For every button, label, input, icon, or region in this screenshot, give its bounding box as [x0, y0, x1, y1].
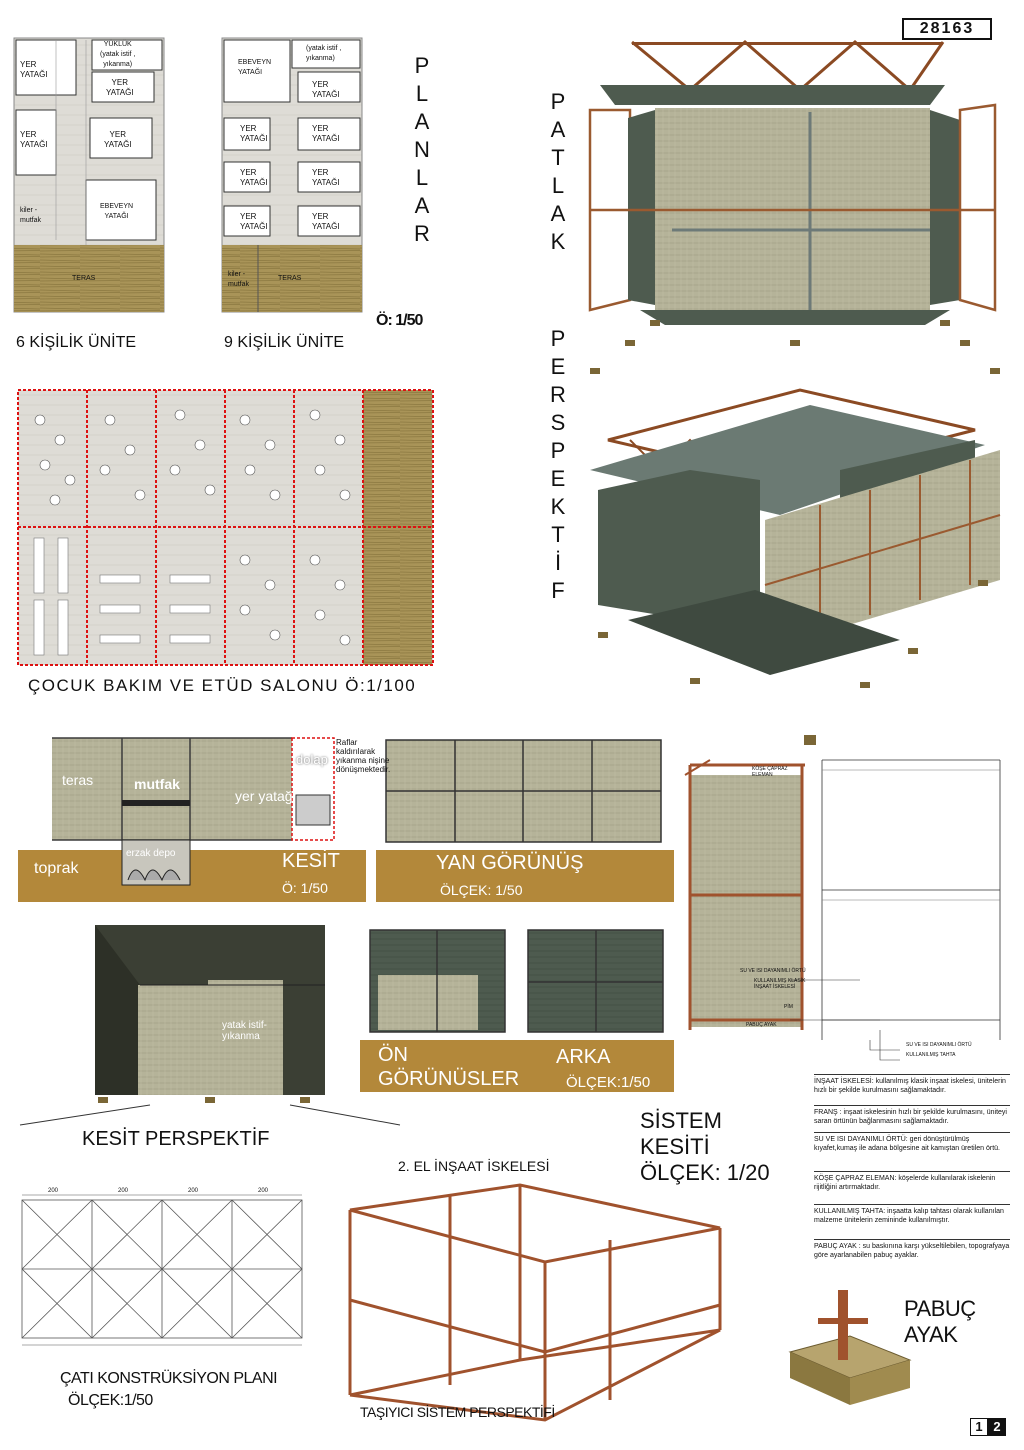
tag-tahta: KULLANILMIŞ KLASİK İNŞAAT İSKELESİ	[754, 978, 806, 990]
roof-dim: 200	[118, 1188, 129, 1194]
note-item: SU VE ISI DAYANIMLI ÖRTÜ: geri dönüştürülmüş kıyafet,kumaş ile adana bölgesine ait kamıştan üretilen örtü.	[814, 1132, 1010, 1171]
room-label: YER YATAĞI	[104, 130, 132, 149]
notes-list	[814, 1074, 1010, 1272]
tag-pabuc: PABUÇ AYAK	[746, 1022, 777, 1028]
tag-su2: SU VE ISI DAYANIMLI ÖRTÜ	[906, 1042, 972, 1048]
tag-su: SU VE ISI DAYANIMLI ÖRTÜ	[740, 968, 806, 974]
room-label: YER YATAĞI	[20, 130, 48, 149]
section-note: Raflar kaldırılarak yıkanma nişine dönüşmektedir.	[336, 738, 391, 774]
room-label: YER YATAĞI	[20, 60, 48, 79]
roof-plan-scale: ÖLÇEK:1/50	[68, 1392, 153, 1409]
note-item: FRANŞ : inşaat iskelesinin hızlı bir şekilde kurulmasını, üniteyi saran örtünün bağlanmasını sağlamaktadır.	[814, 1105, 1010, 1132]
plans-vertical-title: P L A N L A R	[414, 53, 430, 246]
note-item: KULLANILMIŞ TAHTA: inşaatta kalıp tahtası olarak kullanılan malzeme ünitelerin zemininde kullanılmıştır.	[814, 1204, 1010, 1239]
front-views-title-a: ÖN	[378, 1044, 408, 1066]
page-indicator	[970, 1418, 1006, 1436]
roof-construction-plan	[22, 1195, 302, 1345]
room-label: EBEVEYN YATAĞI	[238, 59, 272, 76]
section-label-mutfak: mutfak	[134, 776, 180, 792]
room-label: TERAS	[278, 275, 302, 282]
side-view-scale: ÖLÇEK: 1/50	[440, 882, 523, 898]
room-label: (yatak istif , yıkanma)	[306, 45, 342, 62]
tag-kose: KÖŞE ÇAPRAZ ELEMAN	[752, 766, 788, 778]
section-label-erzak: erzak depo	[126, 848, 176, 859]
room-label: kiler - mutfak	[20, 207, 42, 224]
room-label: kiler - mutfak	[228, 271, 250, 288]
scaffold-title: 2. EL İNŞAAT İSKELESİ	[398, 1158, 550, 1174]
room-label: YER YATAĞI	[312, 80, 340, 99]
foot-title: PABUÇ AYAK	[904, 1296, 976, 1347]
section-persp-title: KESİT PERSPEKTİF	[82, 1128, 270, 1150]
section-label-dolap: dolap	[296, 752, 328, 767]
exploded-perspective-bottom	[590, 390, 1000, 688]
room-label: YER YATAĞI	[106, 78, 134, 97]
childcare-hall-plan	[18, 390, 433, 665]
side-elevation	[376, 740, 674, 902]
side-view-title: YAN GÖRÜNÜŞ	[436, 852, 584, 874]
plans-scale: Ö: 1/50	[376, 312, 423, 329]
exploded-title-b: P E R S P E K T İ F	[550, 326, 566, 603]
roof-dim: 200	[258, 1188, 269, 1194]
room-label: YER YATAĞI	[240, 212, 268, 231]
room-label: YER YATAĞI	[312, 168, 340, 187]
roof-plan-title: ÇATI KONSTRÜKSİYON PLANI	[60, 1370, 278, 1387]
section-perspective	[20, 925, 400, 1125]
tag-pim: PİM	[784, 1004, 793, 1010]
sheet-number: 28163	[902, 18, 992, 40]
system-section-title: SİSTEM KESİTİ ÖLÇEK: 1/20	[640, 1108, 770, 1185]
childcare-caption: ÇOCUK BAKIM VE ETÜD SALONU Ö:1/100	[28, 676, 417, 695]
room-label: YER YATAĞI	[240, 168, 268, 187]
scaffold-perspective-title: TAŞIYICI SİSTEM PERSPEKTİFİ	[360, 1404, 555, 1420]
room-label: YER YATAĞI	[312, 212, 340, 231]
exploded-title-a: P A T L A K	[550, 89, 566, 254]
room-label: YER YATAĞI	[240, 124, 268, 143]
room-label: TERAS	[72, 275, 96, 282]
front-views-scale: ÖLÇEK:1/50	[566, 1074, 651, 1091]
roof-dim: 200	[48, 1188, 59, 1194]
section-title: KESİT	[282, 850, 340, 872]
foot-detail	[790, 1290, 910, 1405]
system-section	[685, 735, 1000, 1060]
exploded-perspective-top	[590, 42, 1000, 374]
front-views-title-c: ARKA	[556, 1046, 611, 1068]
note-item: KÖŞE ÇAPRAZ ELEMAN: köşelerde kullanılarak iskelenin rijitliğini artırmaktadır.	[814, 1171, 1010, 1204]
scaffold-perspective	[350, 1185, 720, 1420]
room-label: YÜKLÜK (yatak istif , yıkanma)	[100, 41, 136, 68]
roof-dim: 200	[188, 1188, 199, 1194]
section-scale: Ö: 1/50	[282, 880, 328, 896]
six-unit-caption: 6 KİŞİLİK ÜNİTE	[16, 334, 137, 351]
section-label-yer-yatagi: yer yatağı	[235, 788, 297, 804]
section-persp-label: yatak istif- yıkanma	[222, 1020, 268, 1042]
front-views-title-b: GÖRÜNÜSLER	[378, 1068, 520, 1090]
room-label: YER YATAĞI	[312, 124, 340, 143]
room-label: EBEVEYN YATAĞI	[100, 203, 134, 220]
section-label-teras: teras	[62, 772, 94, 788]
page-1: 1	[970, 1418, 988, 1436]
nine-unit-caption: 9 KİŞİLİK ÜNİTE	[224, 334, 345, 351]
page-2: 2	[988, 1418, 1006, 1436]
note-item: İNŞAAT İSKELESİ: kullanılmış klasik inşaat iskelesi, ünitelerin hızlı bir şekilde kurulmasını sağlamaktadır.	[814, 1074, 1010, 1105]
section-label-toprak: toprak	[34, 860, 79, 877]
note-item: PABUÇ AYAK : su baskınına karşı yükseltilebilen, topografyaya göre ayarlanabilen pabuç ayaklar.	[814, 1239, 1010, 1272]
tag-tahta2: KULLANILMIŞ TAHTA	[906, 1052, 956, 1058]
